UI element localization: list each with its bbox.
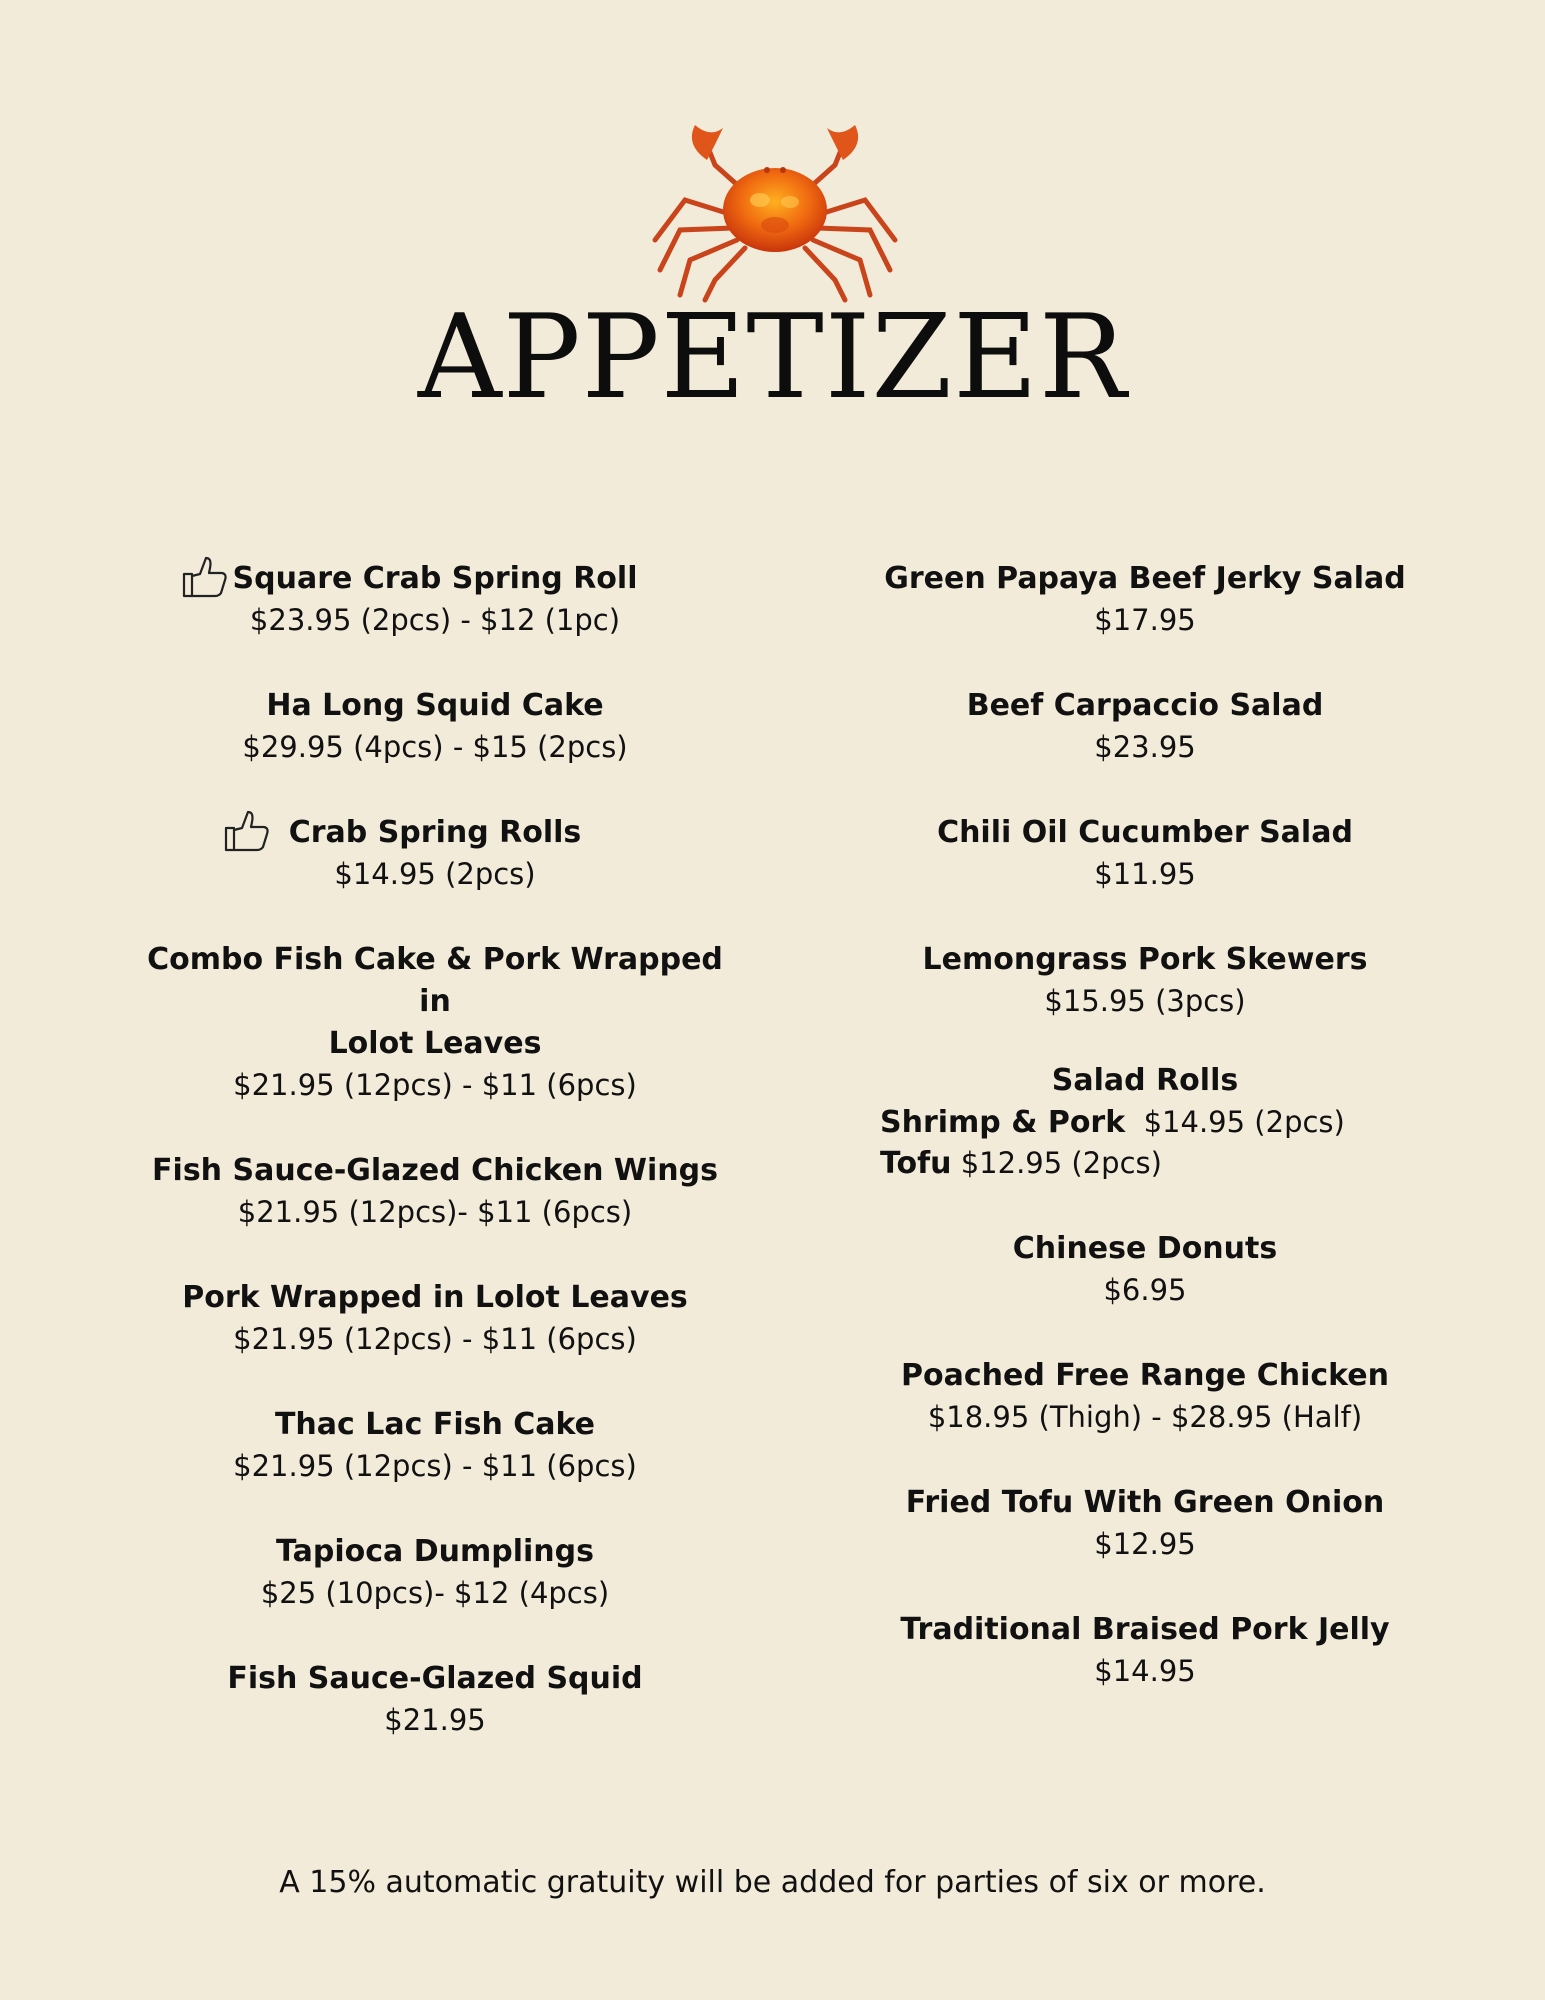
menu-item — [140, 812, 730, 895]
menu-item — [880, 558, 1410, 641]
thumbs-up-icon — [222, 806, 272, 856]
salad-roll-option — [880, 1143, 1410, 1184]
item-price: $14.95 (2pcs) — [334, 857, 536, 891]
item-price: $29.95 (4pcs) - $15 (2pcs) — [242, 730, 628, 764]
menu-item — [880, 1482, 1410, 1565]
menu-item-salad-rolls — [880, 1060, 1410, 1184]
item-name: Combo Fish Cake & Pork Wrapped in — [147, 942, 723, 1019]
menu-item — [880, 1609, 1410, 1692]
item-name: Fish Sauce-Glazed Squid — [227, 1661, 643, 1696]
menu-item — [880, 1228, 1410, 1311]
menu-item — [880, 939, 1410, 1022]
item-name: Lemongrass Pork Skewers — [922, 942, 1368, 977]
left-menu-column — [140, 558, 730, 1785]
item-name: Square Crab Spring Roll — [232, 561, 638, 596]
item-price: $23.95 — [1094, 730, 1196, 764]
menu-item — [140, 1658, 730, 1741]
menu-item — [140, 1150, 730, 1233]
item-price: $11.95 — [1094, 857, 1196, 891]
option-label: Shrimp & Pork — [880, 1105, 1126, 1140]
item-name: Tapioca Dumplings — [276, 1534, 594, 1569]
item-name: Fried Tofu With Green Onion — [905, 1485, 1385, 1520]
item-name: Green Papaya Beef Jerky Salad — [884, 561, 1406, 596]
item-price: $25 (10pcs)- $12 (4pcs) — [260, 1576, 610, 1610]
thumbs-up-icon — [180, 552, 230, 602]
item-name: Chili Oil Cucumber Salad — [937, 815, 1353, 850]
page-title: APPETIZER — [417, 290, 1128, 425]
item-price: $23.95 (2pcs) - $12 (1pc) — [249, 603, 621, 637]
item-price: $21.95 (12pcs) - $11 (6pcs) — [233, 1068, 637, 1102]
item-price: $21.95 (12pcs) - $11 (6pcs) — [233, 1322, 637, 1356]
menu-item — [880, 685, 1410, 768]
menu-item — [880, 812, 1410, 895]
menu-item — [880, 1355, 1410, 1438]
salad-roll-option — [880, 1102, 1410, 1143]
item-name: Traditional Braised Pork Jelly — [900, 1612, 1390, 1647]
menu-item — [140, 685, 730, 768]
menu-item — [140, 1531, 730, 1614]
option-label: Tofu — [880, 1146, 952, 1181]
menu-item — [140, 1277, 730, 1360]
crab-icon — [645, 120, 905, 310]
menu-item — [140, 1404, 730, 1487]
item-name: Thac Lac Fish Cake — [274, 1407, 596, 1442]
item-price: $6.95 — [1103, 1273, 1187, 1307]
menu-item — [140, 558, 730, 641]
item-name-line2: Lolot Leaves — [328, 1026, 542, 1061]
item-price: $17.95 — [1094, 603, 1196, 637]
gratuity-note: A 15% automatic gratuity will be added for parties of six or more. — [279, 1865, 1266, 1900]
item-price: $14.95 — [1094, 1654, 1196, 1688]
item-price: $21.95 — [384, 1703, 486, 1737]
menu-item — [140, 939, 730, 1106]
option-price: $12.95 (2pcs) — [960, 1146, 1162, 1180]
option-price: $14.95 (2pcs) — [1143, 1105, 1345, 1139]
item-name: Chinese Donuts — [1012, 1231, 1278, 1266]
item-price: $21.95 (12pcs) - $11 (6pcs) — [233, 1449, 637, 1483]
item-name: Fish Sauce-Glazed Chicken Wings — [152, 1153, 718, 1188]
item-name: Beef Carpaccio Salad — [966, 688, 1324, 723]
item-name: Crab Spring Rolls — [288, 815, 582, 850]
item-name: Salad Rolls — [1051, 1063, 1239, 1098]
item-name: Pork Wrapped in Lolot Leaves — [182, 1280, 688, 1315]
item-price: $21.95 (12pcs)- $11 (6pcs) — [237, 1195, 633, 1229]
right-menu-column — [880, 558, 1410, 1736]
item-price: $15.95 (3pcs) — [1044, 984, 1246, 1018]
item-name: Poached Free Range Chicken — [900, 1358, 1389, 1393]
item-name: Ha Long Squid Cake — [266, 688, 604, 723]
item-price: $12.95 — [1094, 1527, 1196, 1561]
item-price: $18.95 (Thigh) - $28.95 (Half) — [927, 1400, 1363, 1434]
